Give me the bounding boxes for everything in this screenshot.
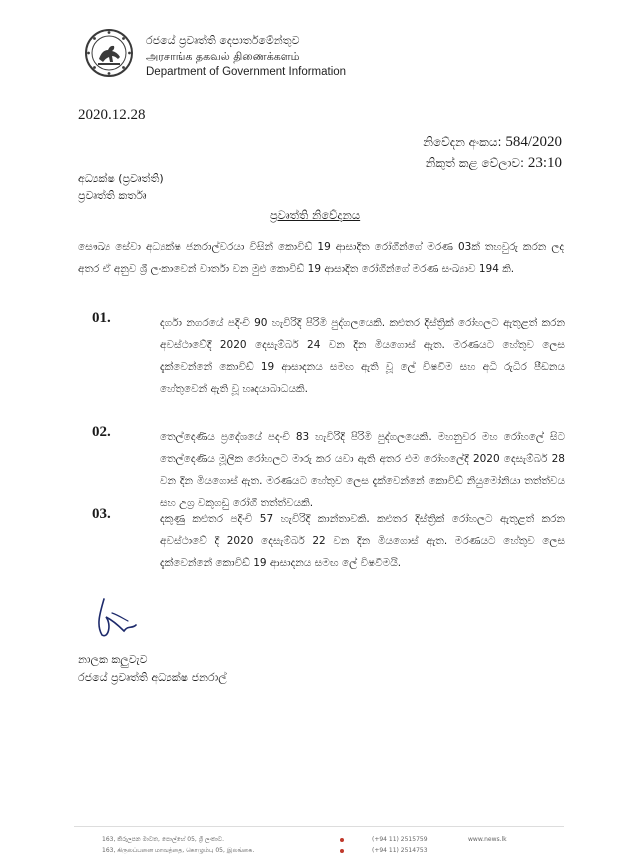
footer-address-sinhala: 163, කිරුලපන මාවත, පොල්හේ 05, ශ්‍රී ලංකාව. <box>102 836 225 843</box>
case-text: දර්ගා නගරයේ පදිංචි 90 හැවිරිදි පිරිමි පුද්ගලයෙකි. කළුතර දිස්ත්‍රික් රෝහලට ඇතුළත් කරන අවස්ථාවේදී 2020 දෙසැම්බර් 24 වන දින මියගොස් ඇත. මරණයට හේතුව ලෙස දැක්වෙන්නේ කොවිඩ් 19 ආසාදනය සමඟ ඇති වූ ලේ විෂවීම සහ අධි රුධිර පීඩනය හේතුවෙන් ඇති වූ හෘදයාබාධයකි. <box>160 317 565 395</box>
release-number-label: නිවේදන අංකය: <box>423 135 502 149</box>
footer-divider <box>74 826 564 827</box>
release-number-value: 584/2020 <box>505 134 562 150</box>
phone-icon <box>340 838 344 842</box>
release-time-value: 23:10 <box>527 155 562 171</box>
case-number: 03. <box>92 506 111 522</box>
case-text: තෙල්දෙණිය ප්‍රදේශයේ පදංචි 83 හැවිරිදි පිරිමි පුද්ගලයෙකි. මහනුවර මහ රෝහලේ සිට තෙල්දෙණිය මූලික රෝහලට මාරු කර යවා ඇති අතර එම රෝහලේදී 2020 දෙසැම්බර් 28 වන දින මියගොස් ඇත. මරණයට හේතුව ලෙස දැක්වෙන්නේ කොවිඩ් නියුමෝනියා තත්ත්වය සහ උග්‍ර වකුගඩු රෝගී තත්ත්වයකි. <box>160 431 565 509</box>
recipient-line-1: අධ්‍යක්ෂ (ප්‍රවෘත්ති) <box>78 172 164 185</box>
case-number: 01. <box>92 310 111 326</box>
recipient-line-2: ප්‍රවෘත්ති කර්තෘ <box>78 189 147 202</box>
document-title: ප්‍රවෘත්ති නිවේදනය <box>269 208 361 222</box>
case-number: 02. <box>92 424 111 440</box>
dept-name-tamil: அரசாங்க தகவல் திணைக்களம் <box>146 50 300 63</box>
signatory-designation: රජයේ ප්‍රවෘත්ති අධ්‍යක්ෂ ජනරාල් <box>78 671 227 684</box>
release-time-label: නිකුත් කළ වේලාව: <box>425 156 524 170</box>
release-time <box>426 155 562 172</box>
sri-lanka-emblem-icon <box>84 28 134 78</box>
footer-address-tamil: 163, கிருலப்பனை மாவத்தை, கொழும்பு 05, இலங்கை. <box>102 847 255 854</box>
release-date: 2020.12.28 <box>78 107 146 123</box>
signatory-name: නාලක කලුවැව <box>78 653 148 666</box>
intro-paragraph: සෞඛ්‍ය සේවා අධ්‍යක්ෂ ජනරාල්වරයා විසින් කොවිඩ් 19 ආසාදිත රෝගීන්ගේ මරණ 03ක් තහවුරු කරන ලද අතර ඒ අනුව ශ්‍රී ලංකාවෙන් වාර්තා වන මුළු කොවිඩ් 19 ආසාදිත රෝගීන්ගේ මරණ සංඛ්‍යාව 194 කි. <box>78 241 564 275</box>
footer-fax: (+94 11) 2514753 <box>372 847 428 854</box>
footer-website: www.news.lk <box>468 836 507 843</box>
release-number <box>423 134 562 151</box>
dept-name-english: Department of Government Information <box>146 66 347 78</box>
dept-name-sinhala: රජයේ ප්‍රවෘත්ති දෙපාර්තමේන්තුව <box>146 34 300 47</box>
handwritten-signature <box>90 595 170 645</box>
footer-phone: (+94 11) 2515759 <box>372 836 428 843</box>
fax-icon <box>340 849 344 853</box>
case-text: දකුණු කළුතර පදිංචි 57 හැවිරිදි කාන්තාවකි. කළුතර දිස්ත්‍රික් රෝහලට ඇතුළත් කරන අවස්ථාවේ දී 2020 දෙසැම්බර් 22 වන දින මියගොස් ඇත. මරණයට හේතුව ලෙස දැක්වෙන්නේ කොවිඩ් 19 ආසාදනය සමඟ ලේ විෂවීමයි. <box>160 513 565 569</box>
